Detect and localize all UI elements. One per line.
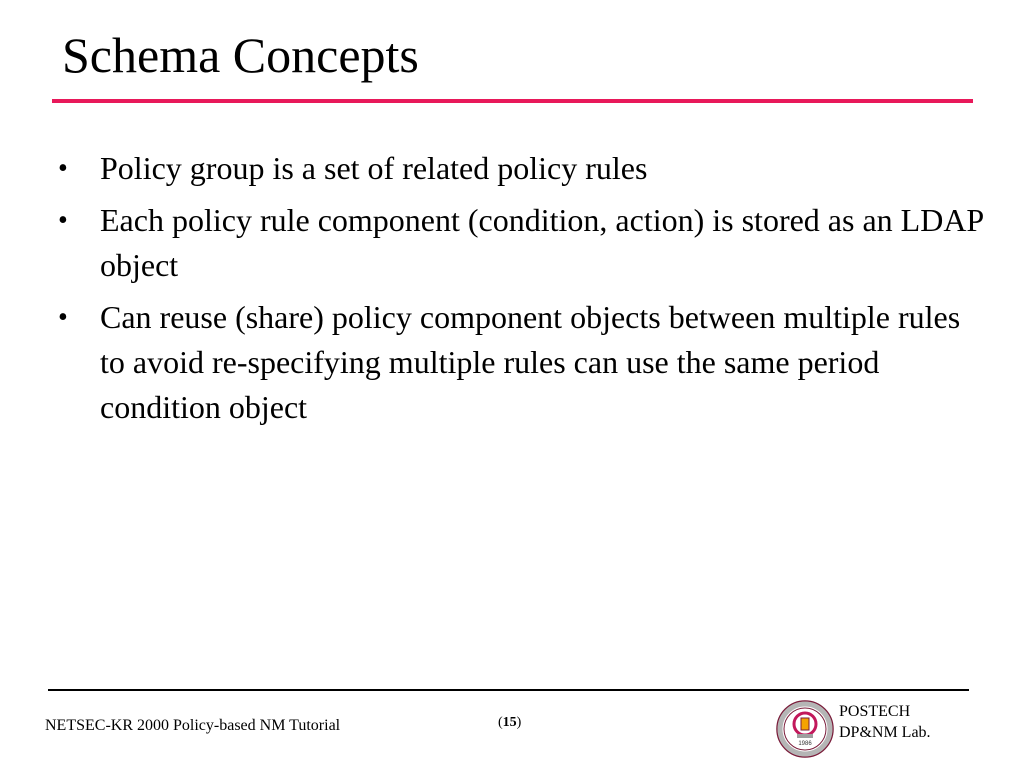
bullet-item — [58, 198, 988, 288]
bullet-dot-icon: • — [58, 302, 68, 333]
bullet-item — [58, 146, 988, 191]
bullet-text: Each policy rule component (condition, action) is stored as an LDAP object — [100, 202, 984, 283]
lab-name-line2: DP&NM Lab. — [839, 724, 931, 741]
page-number — [498, 715, 521, 731]
bullet-text: Can reuse (share) policy component objects between multiple rules to avoid re-specifying multiple rules can use the same period condition object — [100, 299, 961, 425]
bullet-dot-icon: • — [58, 205, 68, 236]
footer-divider — [48, 689, 969, 691]
page-open-paren: ( — [498, 715, 503, 730]
lab-name-line1: POSTECH — [839, 703, 911, 720]
lab-name — [839, 701, 931, 743]
title-underline — [52, 99, 973, 103]
postech-seal-icon — [776, 700, 834, 758]
slide-title: Schema Concepts — [62, 27, 419, 83]
page-number-value: 15 — [502, 715, 517, 730]
footer-course-title: NETSEC-KR 2000 Policy-based NM Tutorial — [45, 717, 341, 734]
page-close-paren: ) — [516, 715, 522, 730]
bullet-list — [58, 146, 988, 437]
bullet-item — [58, 295, 988, 430]
seal-year: 1986 — [798, 741, 812, 747]
bullet-text: Policy group is a set of related policy rules — [100, 150, 648, 186]
bullet-dot-icon: • — [58, 153, 68, 184]
